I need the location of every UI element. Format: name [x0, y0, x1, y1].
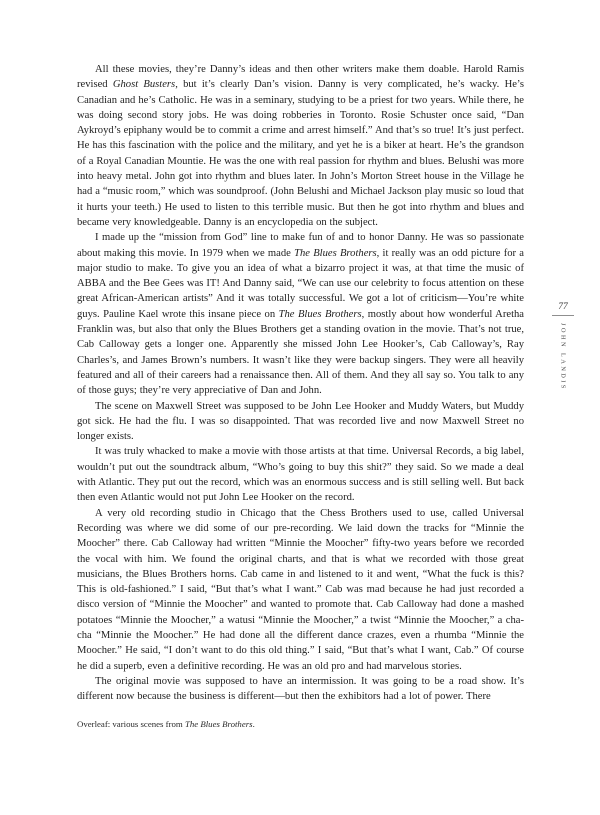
italic-text: Ghost Busters	[112, 79, 176, 91]
overleaf-note	[77, 719, 255, 729]
paragraph	[77, 62, 524, 230]
text-run: All these movies, they’re Danny’s ideas and then other writers make them doable. Harold Ramis revised	[77, 64, 524, 91]
text-run: .	[252, 719, 255, 729]
paragraph	[77, 399, 524, 445]
text-run: A very old recording studio in Chicago that the Chess Brothers used to use, called Universal Recording was where we did some of our pre-recording. We laid down the tracks for “Minnie the Moocher” there. Cab Calloway had written “Minnie the Moocher” fifty-two years before we recorded the vocal with him. We found the original charts, and that is what we recorded with those great musicians, the Blues Brothers horns. Cab came in and listened to it and went, “What the fuck is this? This is old-fashioned.” I said, “But that’s what I want.” Cab was mad because he had just recorded a disco version of “Minnie the Moocher” and wanted to promote that. Cab Calloway had done a mashed potatoes “Minnie the Moocher,” a watusi “Minnie the Moocher,” a twist “Minnie the Moocher,” a cha-cha “Minnie the Moocher.” He had done all the different dance crazes, even a rhumba “Minnie the Moocher.” He said, “I don’t want to do this old thing.” I said, “But that’s what I want, Cab.” Of course he did a superb, even a definitive recording. He was an old pro and had marvelous stories.	[77, 507, 524, 672]
italic-text: The Blues Brothers	[278, 308, 362, 320]
text-run: Overleaf: various scenes from	[77, 719, 185, 729]
text-run: , it really was an odd picture for a major studio to make. To give you an idea of what a bizarro project it was, at that time the music of ABBA and the Bee Gees was IT! And Danny said, “We can use our celebrity to focus attention on these great African-American artists” And it was totally successful. We got a lot of criticism—You’re white guys. Pauline Kael wrote this insane piece on	[77, 247, 524, 320]
text-run: It was truly whacked to make a movie with those artists at that time. Universal Records, a big label, wouldn’t put out the soundtrack album, “Who’s going to buy this shit?” they said. So we made a deal with Atlantic. They put out the record, which was an enormous success and is still selling well. But back then even Atlantic would not put John Lee Hooker on the record.	[77, 446, 524, 504]
text-run: The scene on Maxwell Street was supposed to be John Lee Hooker and Muddy Waters, but Muddy got sick. He had the flu. I was so disappointed. That was recorded live and now Maxwell Street no longer exists.	[77, 400, 524, 443]
page-sidebar	[550, 301, 576, 391]
text-run: , but it’s clearly Dan’s vision. Danny is very complicated, he’s wacky. He’s Canadian and he’s Catholic. He was in a seminary, studying to be a priest for two years. While there, he was doing second story jobs. He was doing robberies in Toronto. Rosie Schuster once said, “Dan Aykroyd’s epiphany would be to commit a crime and arrest himself.” And that’s so true! It’s just perfect. He has this fascination with the police and the military, and yet he is a biker at heart. He’s the grandson of a Royal Canadian Mountie. He was the one with real passion for rhythm and blues. Belushi was more into heavy metal. John got into rhythm and blues later. In John’s Morton Street house in the Village he had a “music room,” which was soundproof. (John Belushi and Michael Jackson play music so loud that it hurts your teeth.) He used to listen to this terrible music. But then he got into rhythm and blues and became very knowledgeable. Danny is an encyclopedia on the subject.	[77, 79, 524, 228]
sidebar-rule	[552, 315, 574, 316]
text-run: I made up the “mission from God” line to make fun of and to honor Danny. He was so passionate about making this movie. In 1979 when we made	[77, 232, 524, 259]
paragraph	[77, 230, 524, 398]
italic-text: The Blues Brothers	[294, 247, 377, 259]
italic-text: The Blues Brothers	[184, 719, 253, 729]
body-text	[77, 62, 524, 704]
page-number: 77	[558, 302, 568, 312]
text-run: , mostly about how wonderful Aretha Franklin was, but also that only the Blues Brothers get a standing ovation in the movie. That’s not true, Cab Calloway gets a longer one. Apparently she missed John Lee Hooker’s, Cab Calloway’s, Ray Charles’s, and James Brown’s numbers. It wasn’t like they were backup singers. They were all heavily featured and all of their careers had a renaissance then. All of them. And they all say so. You talk to any of those guys; they’re very appreciative of Dan and John.	[77, 308, 525, 397]
author-name-vertical: JOHN LANDIS	[559, 323, 567, 391]
paragraph	[77, 444, 524, 505]
paragraph	[77, 674, 524, 705]
paragraph	[77, 506, 524, 674]
text-run: The original movie was supposed to have an intermission. It was going to be a road show. It’s different now because the business is different—but then the exhibitors had a lot of power. There	[77, 675, 524, 703]
